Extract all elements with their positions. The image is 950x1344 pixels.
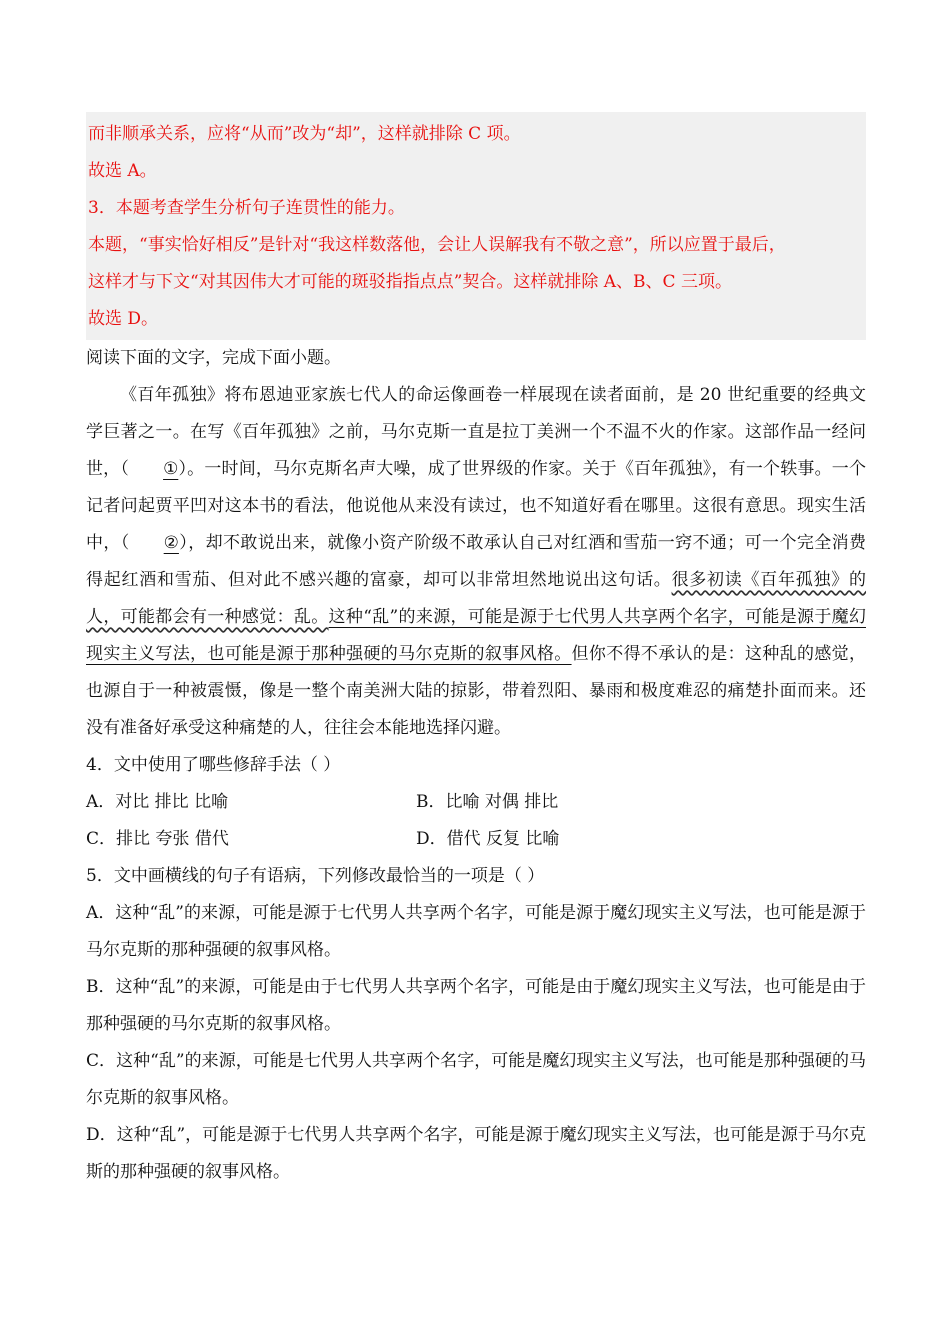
answer-line: 故选 D。	[88, 309, 159, 329]
document-page	[86, 112, 866, 1191]
answer-line: 3．本题考查学生分析句子连贯性的能力。	[88, 198, 405, 218]
answer-line: 本题，“事实恰好相反”是针对“我这样数落他，会让人误解我有不敬之意”，所以应置于最后，	[88, 235, 786, 255]
answer-line: 故选 A。	[88, 161, 157, 181]
option-c: C．这种“乱”的来源，可能是七代男人共享两个名字，可能是魔幻现实主义写法，也可能是那种强硬的马尔克斯的叙事风格。	[86, 1051, 866, 1108]
reading-instruction: 阅读下面的文字，完成下面小题。	[86, 348, 341, 368]
question-4-options-row	[86, 784, 866, 821]
reading-passage	[86, 377, 866, 747]
answer-line: 这样才与下文“对其因伟大才可能的斑驳指指点点”契合。这样就排除 A、B、C 三项。	[88, 272, 732, 292]
option-a: A．这种“乱”的来源，可能是源于七代男人共享两个名字，可能是源于魔幻现实主义写法，也可能是源于马尔克斯的那种强硬的叙事风格。	[86, 903, 866, 960]
option-a: A．对比 排比 比喻	[86, 792, 229, 812]
wavy-underlined-sentence: 很多初读《百年孤独》的人，可能都会有一种感觉：乱。	[86, 570, 867, 627]
option-d: D．借代 反复 比喻	[416, 829, 560, 849]
passage-text: ），却不敢说出来，就像小资产阶级不敢承认自己对红酒和雪茄一窍不通；可一个完全消费得起红酒和雪茄、但对此不感兴趣的富豪，却可以非常坦然地说出这句话。	[86, 533, 867, 590]
option-d: D．这种“乱”，可能是源于七代男人共享两个名字，可能是源于魔幻现实主义写法，也可能是源于马尔克斯的那种强硬的叙事风格。	[86, 1125, 866, 1182]
question-5-stem: 5．文中画横线的句子有语病，下列修改最恰当的一项是（ ）	[86, 866, 545, 886]
answer-explanation-block	[86, 112, 866, 340]
blank-marker-2: ②	[163, 533, 179, 553]
option-c: C．排比 夸张 借代	[86, 829, 229, 849]
underlined-sentence: 这种“乱”的来源，可能是源于七代男人共享两个名字，可能是源于魔幻现实主义写法，也可能是源于那种强硬的马尔克斯的叙事风格。	[86, 607, 866, 664]
option-b: B．这种“乱”的来源，可能是由于七代男人共享两个名字，可能是由于魔幻现实主义写法，也可能是由于那种强硬的马尔克斯的叙事风格。	[86, 977, 866, 1034]
passage-text: ）。一时间，马尔克斯名声大噪，成了世界级的作家。关于《百年孤独》，有一个轶事。一个记者问起贾平凹对这本书的看法，他说他从来没有读过，也不知道好看在哪里。这很有意思。现实生活中，（	[86, 459, 866, 553]
blank-marker-1: ①	[163, 459, 179, 479]
question-4-options-row	[86, 821, 866, 858]
passage-text: 《百年孤独》将布恩迪亚家族七代人的命运像画卷一样展现在读者面前，是 20 世纪重要的经典文学巨著之一。在写《百年孤独》之前，马尔克斯一直是拉丁美洲一个不温不火的作家。这部作品一经问世，（	[86, 385, 866, 479]
answer-line: 而非顺承关系，应将“从而”改为“却”，这样就排除 C 项。	[88, 124, 521, 144]
option-b: B．比喻 对偶 排比	[416, 792, 559, 812]
question-4-stem: 4．文中使用了哪些修辞手法（ ）	[86, 755, 341, 775]
passage-text: 但你不得不承认的是：这种乱的感觉，也源自于一种被震慑，像是一整个南美洲大陆的掠影，带着烈阳、暴雨和极度难忍的痛楚扑面而来。还没有准备好承受这种痛楚的人，往往会本能地选择闪避。	[86, 644, 867, 738]
